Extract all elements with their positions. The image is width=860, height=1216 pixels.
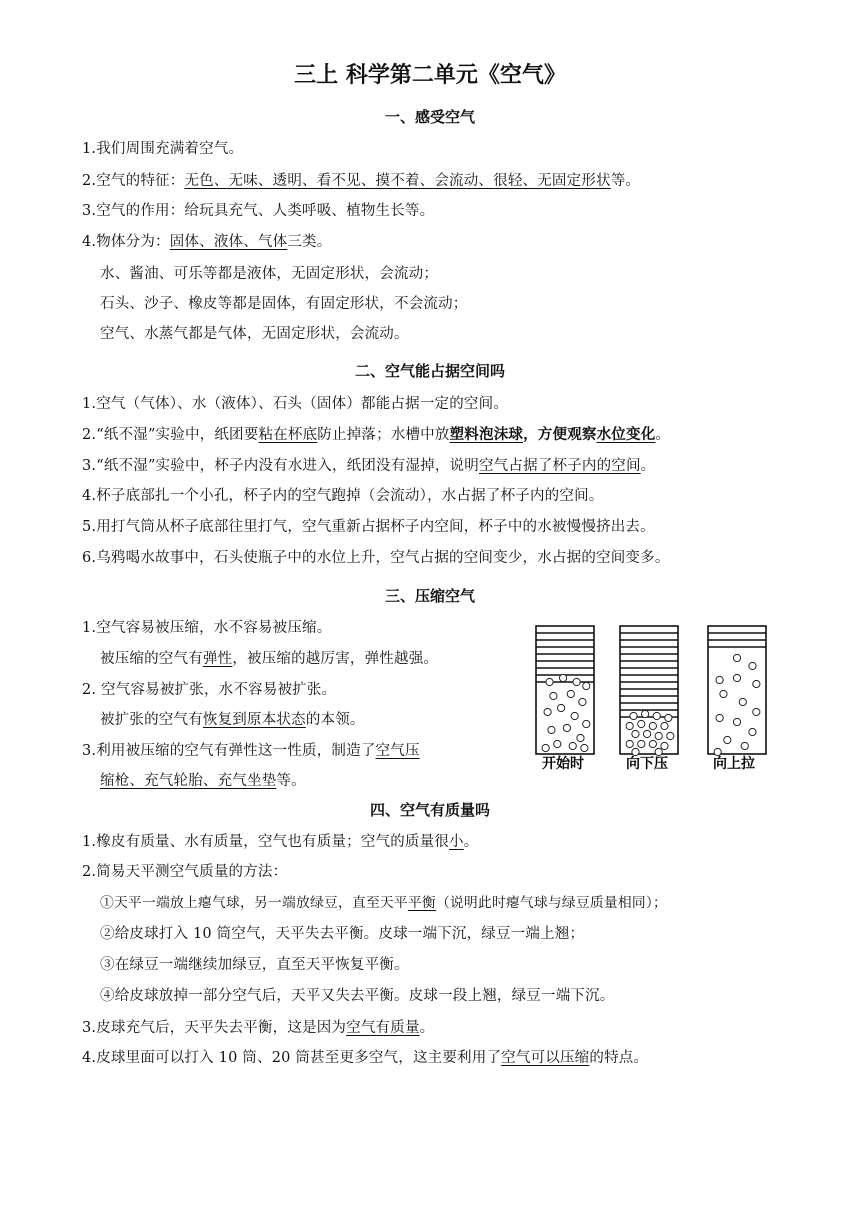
text-span: 的本领。 bbox=[305, 712, 365, 728]
air-particle bbox=[567, 690, 574, 697]
text-line bbox=[82, 739, 420, 760]
air-particle bbox=[749, 662, 756, 669]
section-heading: 二、空气能占据空间吗 bbox=[354, 362, 505, 380]
air-particle bbox=[733, 674, 740, 681]
air-particle bbox=[563, 724, 570, 731]
text-span: 1.空气容易被压缩，水不容易被压缩。 bbox=[82, 620, 332, 636]
section-heading: 一、感受空气 bbox=[384, 108, 475, 126]
text-line bbox=[82, 484, 603, 505]
text-span: 。 bbox=[419, 1020, 435, 1036]
cylinder-3 bbox=[708, 626, 766, 754]
text-span: 1.橡皮有质量、水有质量，空气也有质量；空气的质量很 bbox=[82, 834, 450, 850]
air-particle bbox=[661, 742, 668, 749]
text-span: ②给皮球打入 10 筒空气，天平失去平衡。皮球一端下沉，绿豆一端上翘； bbox=[100, 926, 585, 942]
text-line bbox=[100, 891, 667, 911]
text-span: （说明此时瘪气球与绿豆质量相同）； bbox=[435, 895, 667, 911]
air-particle bbox=[632, 748, 639, 755]
air-particle bbox=[665, 714, 672, 721]
air-particle bbox=[714, 748, 721, 755]
air-particle bbox=[581, 744, 588, 751]
air-particle bbox=[626, 740, 633, 747]
air-particle bbox=[716, 676, 723, 683]
text-span: 3.皮球充气后，天平失去平衡，这是因为 bbox=[82, 1020, 347, 1036]
air-particle bbox=[667, 732, 674, 739]
text-span: ，被压缩的越厉害，弹性越强。 bbox=[232, 651, 439, 667]
text-span: ④给皮球放掉一部分空气后，天平又失去平衡。皮球一段上翘，绿豆一端下沉。 bbox=[100, 988, 615, 1004]
underlined-text: 空气有质量 bbox=[346, 1020, 420, 1036]
text-span: 防止掉落；水槽中放 bbox=[317, 427, 450, 443]
text-line bbox=[100, 953, 409, 974]
text-line bbox=[82, 860, 287, 881]
text-line bbox=[82, 392, 508, 413]
text-span: 等。 bbox=[276, 773, 306, 789]
text-line bbox=[82, 678, 336, 699]
underlined-text: 平衡 bbox=[407, 895, 436, 911]
text-span: 的特点。 bbox=[589, 1050, 649, 1066]
air-particle bbox=[558, 704, 565, 711]
air-particle bbox=[753, 680, 760, 687]
air-particle bbox=[638, 740, 645, 747]
air-particle bbox=[642, 710, 649, 717]
text-span: ①天平一端放上瘪气球，另一端放绿豆，直至天平 bbox=[100, 895, 408, 911]
underlined-text: 粘在杯底 bbox=[258, 427, 318, 443]
air-particle bbox=[649, 722, 656, 729]
text-line bbox=[82, 230, 331, 251]
air-particle bbox=[548, 726, 555, 733]
air-particle bbox=[661, 722, 668, 729]
text-span: 水、酱油、可乐等都是液体，无固定形状，会流动； bbox=[100, 266, 439, 282]
underlined-text: 恢复到原本状态 bbox=[202, 712, 306, 728]
air-particle bbox=[583, 720, 590, 727]
text-line bbox=[100, 322, 409, 343]
text-line bbox=[100, 292, 468, 313]
page-title: 三上 科学第二单元《空气》 bbox=[294, 63, 566, 88]
underlined-text: 弹性 bbox=[202, 651, 233, 667]
text-line bbox=[100, 922, 584, 943]
air-particle bbox=[724, 736, 731, 743]
bold-text: ，方便观察 bbox=[523, 427, 597, 443]
air-particle bbox=[630, 712, 637, 719]
air-particle bbox=[546, 678, 553, 685]
text-line bbox=[82, 1046, 648, 1067]
underlined-text: 缩枪、充气轮胎、充气坐垫 bbox=[100, 773, 277, 789]
air-compression-diagram bbox=[528, 616, 778, 786]
air-particle bbox=[716, 714, 723, 721]
air-particle bbox=[638, 720, 645, 727]
text-span: 3.空气的作用：给玩具充气、人类呼吸、植物生长等。 bbox=[82, 203, 435, 219]
text-line bbox=[82, 454, 655, 475]
underlined-text: 空气压 bbox=[375, 743, 420, 759]
air-particle bbox=[550, 692, 557, 699]
air-particle bbox=[632, 730, 639, 737]
underlined-text: 小 bbox=[449, 834, 464, 850]
air-particle bbox=[749, 728, 756, 735]
caption-start: 开始时 bbox=[542, 756, 584, 772]
text-span: 4.杯子底部扎一个小孔，杯子内的空气跑掉（会流动），水占据了杯子内的空间。 bbox=[82, 488, 604, 504]
section-heading: 四、空气有质量吗 bbox=[369, 801, 490, 819]
caption-pull-up: 向上拉 bbox=[713, 756, 755, 772]
text-span: 1.我们周围充满着空气。 bbox=[82, 141, 244, 157]
air-particle bbox=[649, 740, 656, 747]
text-line bbox=[82, 546, 670, 567]
text-span: 2.空气的特征： bbox=[82, 173, 185, 189]
text-span: 石头、沙子、橡皮等都是固体，有固定形状，不会流动； bbox=[100, 296, 468, 312]
air-particle bbox=[720, 690, 727, 697]
air-particle bbox=[739, 698, 746, 705]
air-particle bbox=[583, 682, 590, 689]
text-line bbox=[82, 199, 434, 220]
caption-push-down: 向下压 bbox=[626, 756, 668, 772]
underlined-text bbox=[597, 427, 656, 443]
air-particle bbox=[643, 730, 650, 737]
text-span: 等。 bbox=[610, 173, 641, 189]
text-line bbox=[82, 830, 478, 851]
text-line bbox=[82, 137, 243, 158]
underlined-text: 无色、无味、透明、看不见、摸不着、会流动、很轻、无固定形状 bbox=[184, 173, 611, 189]
text-line bbox=[100, 647, 438, 668]
air-particle bbox=[577, 734, 584, 741]
air-particle bbox=[569, 742, 576, 749]
air-particle bbox=[626, 722, 633, 729]
text-span: 4.皮球里面可以打入 10 筒、20 筒甚至更多空气，这主要利用了 bbox=[82, 1050, 502, 1066]
text-line bbox=[100, 708, 365, 729]
air-particle bbox=[542, 744, 549, 751]
text-line bbox=[100, 769, 306, 790]
underlined-text: 固体、液体、气体 bbox=[169, 234, 288, 250]
text-span: 3.“纸不湿”实验中，杯子内没有水进入，纸团没有湿掉，说明 bbox=[82, 458, 479, 474]
air-particle bbox=[554, 740, 561, 747]
underlined-text: 空气占据了杯子内的空间 bbox=[478, 458, 641, 474]
text-line bbox=[82, 169, 640, 190]
air-particle bbox=[559, 674, 566, 681]
underlined-text bbox=[450, 427, 524, 443]
air-particle bbox=[741, 742, 748, 749]
text-span: 3.利用被压缩的空气有弹性这一性质，制造了 bbox=[82, 743, 376, 759]
text-span: 2.“纸不湿”实验中，纸团要 bbox=[82, 427, 259, 443]
text-span: 6.乌鸦喝水故事中，石头使瓶子中的水位上升，空气占据的空间变少，水占据的空间变多。 bbox=[82, 550, 670, 566]
bold-text: 水位变化 bbox=[596, 427, 656, 443]
air-particle bbox=[544, 708, 551, 715]
air-particle bbox=[571, 712, 578, 719]
underlined-text: 空气可以压缩 bbox=[501, 1050, 590, 1066]
air-particle bbox=[733, 718, 740, 725]
text-span: ③在绿豆一端继续加绿豆，直至天平恢复平衡。 bbox=[100, 957, 409, 973]
air-particle bbox=[579, 698, 586, 705]
text-line bbox=[82, 423, 670, 444]
text-span: 1.空气（气体）、水（液体）、石头（固体）都能占据一定的空间。 bbox=[82, 396, 509, 412]
text-span: 空气、水蒸气都是气体，无固定形状，会流动。 bbox=[100, 326, 409, 342]
text-span: 。 bbox=[640, 458, 656, 474]
air-particle bbox=[653, 712, 660, 719]
text-span: 三类。 bbox=[287, 234, 332, 250]
text-span: 。 bbox=[463, 834, 479, 850]
text-line bbox=[82, 1016, 434, 1037]
air-particle bbox=[655, 732, 662, 739]
text-span: 被压缩的空气有 bbox=[100, 651, 203, 667]
text-span: 5.用打气筒从杯子底部往里打气，空气重新占据杯子内空间，杯子中的水被慢慢挤出去。 bbox=[82, 519, 655, 535]
text-line bbox=[100, 984, 615, 1005]
text-span: 2.简易天平测空气质量的方法： bbox=[82, 864, 288, 880]
text-line bbox=[82, 515, 655, 536]
text-span: 被扩张的空气有 bbox=[100, 712, 203, 728]
air-particle bbox=[753, 708, 760, 715]
air-particle bbox=[655, 748, 662, 755]
cylinders bbox=[536, 626, 766, 756]
text-span: 4.物体分为： bbox=[82, 234, 170, 250]
text-span: 。 bbox=[655, 427, 671, 443]
bold-text: 塑料泡沫球 bbox=[449, 427, 524, 443]
section-heading: 三、压缩空气 bbox=[384, 587, 475, 605]
text-line bbox=[100, 262, 438, 283]
air-particle bbox=[733, 654, 740, 661]
air-particle bbox=[573, 678, 580, 685]
text-span: 2. 空气容易被扩张，水不容易被扩张。 bbox=[82, 682, 337, 698]
text-line bbox=[82, 616, 331, 637]
cylinder-1 bbox=[536, 626, 594, 754]
